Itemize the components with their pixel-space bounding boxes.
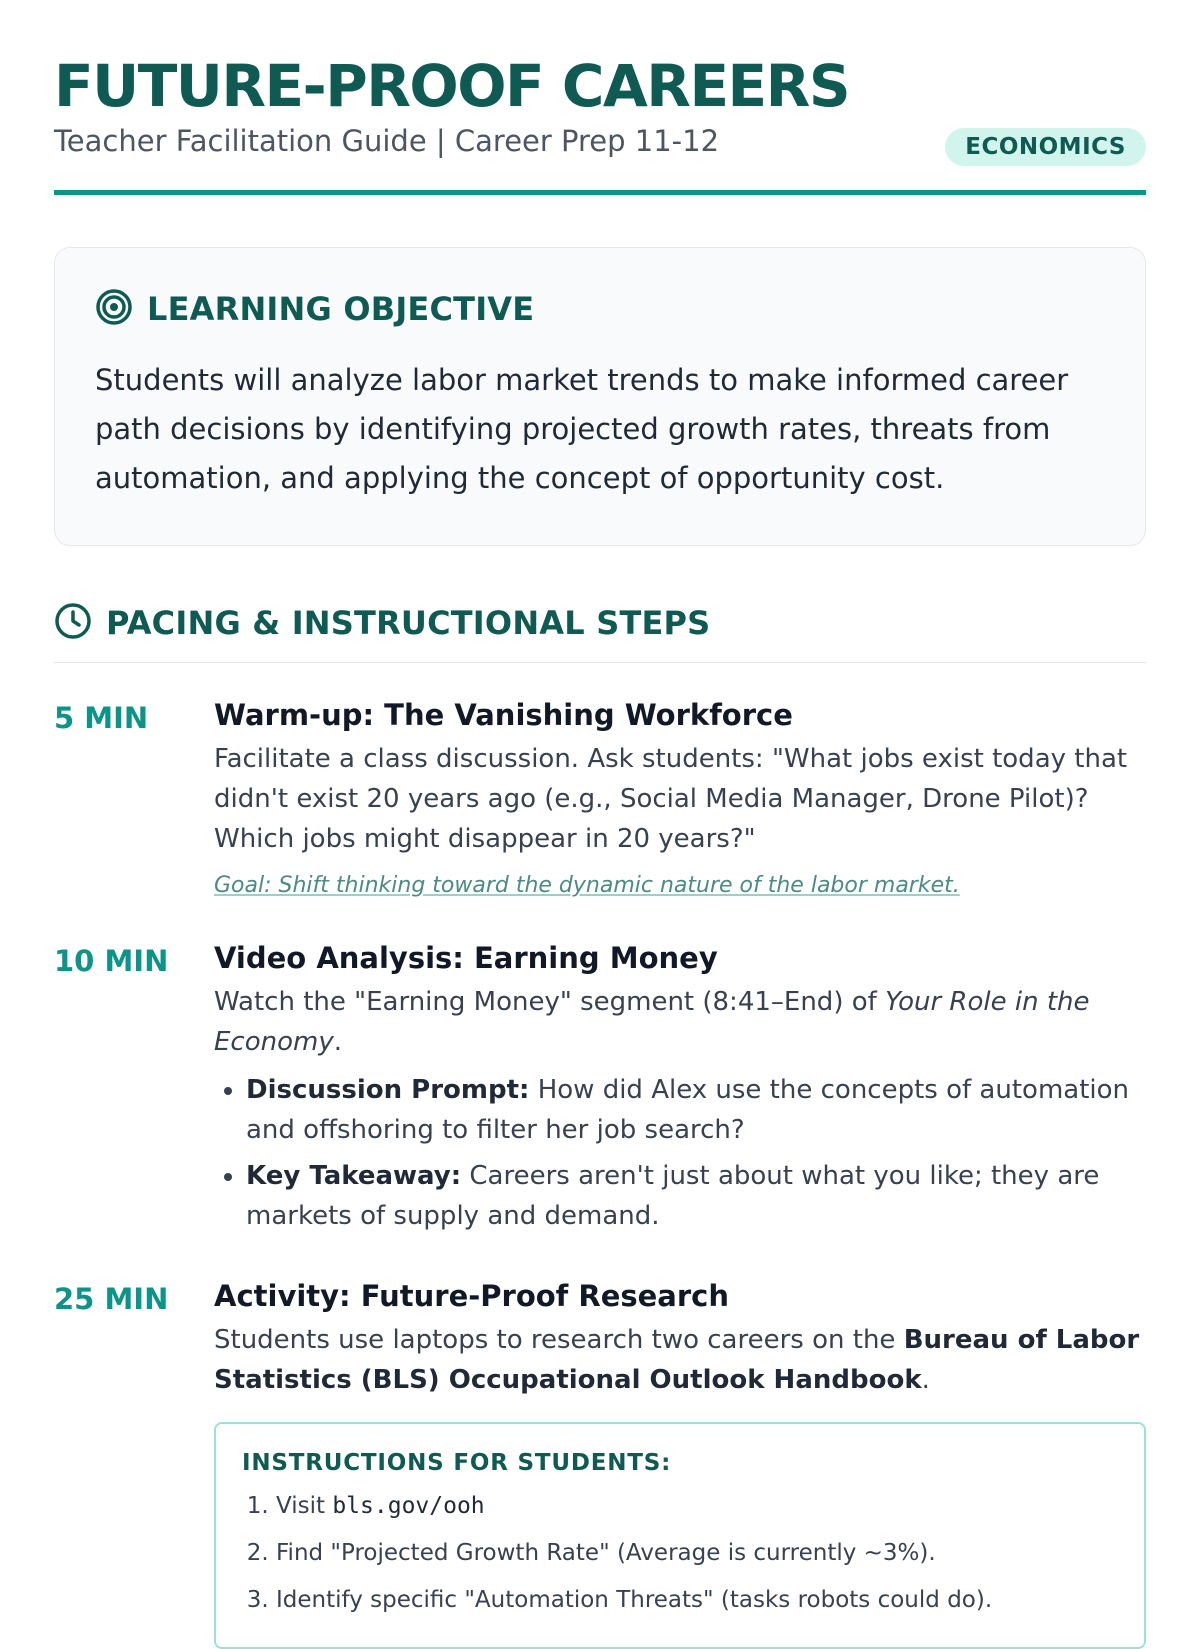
step-title: Warm-up: The Vanishing Workforce bbox=[214, 698, 793, 732]
step-goal: Goal: Shift thinking toward the dynamic nature of the labor market. bbox=[214, 873, 960, 898]
bls-handbook-name: Bureau of Labor Statistics (BLS) Occupational Outlook Handbook bbox=[214, 1325, 1140, 1395]
instruction-item: 2. Find "Projected Growth Rate" (Average is currently ~3%). bbox=[276, 1533, 1118, 1574]
instructions-heading: INSTRUCTIONS FOR STUDENTS: bbox=[242, 1450, 672, 1476]
instruction-item bbox=[276, 1486, 1118, 1527]
step-body bbox=[214, 938, 1146, 1242]
instructions-list bbox=[242, 1486, 1118, 1621]
student-instructions-box bbox=[214, 1422, 1146, 1649]
step-text-lead: Watch the "Earning Money" segment (8:41–End) of bbox=[214, 987, 886, 1017]
target-icon bbox=[95, 288, 133, 330]
bls-url: bls.gov/ooh bbox=[332, 1493, 485, 1519]
bullet-label: Key Takeaway: bbox=[246, 1161, 462, 1191]
instruction-item: 3. Identify specific "Automation Threats" (tasks robots could do). bbox=[276, 1580, 1118, 1621]
step-title: Activity: Future-Proof Research bbox=[214, 1279, 730, 1313]
step-time: 10 MIN bbox=[54, 944, 169, 978]
step-title: Video Analysis: Earning Money bbox=[214, 941, 718, 975]
step-text-lead: Students use laptops to research two careers on the bbox=[214, 1325, 904, 1355]
step-text bbox=[214, 1320, 1146, 1400]
step-text-end: . bbox=[333, 1027, 342, 1057]
step-text: Facilitate a class discussion. Ask students: "What jobs exist today that didn't exist 20 years ago (e.g., Social Media Manager, Drone Pilot)? Which jobs might disappear in 20 years?" bbox=[214, 744, 1128, 854]
objective-heading-row bbox=[95, 288, 1105, 330]
step-time: 5 MIN bbox=[54, 701, 149, 735]
page-subtitle: Teacher Facilitation Guide | Career Prep 11-12 bbox=[54, 124, 720, 158]
step-time: 25 MIN bbox=[54, 1282, 169, 1316]
step-warm-up bbox=[54, 695, 1146, 898]
step-video-analysis bbox=[54, 938, 1146, 1242]
pacing-heading-row bbox=[54, 602, 1146, 663]
header-divider bbox=[54, 190, 1146, 195]
subject-badge: ECONOMICS bbox=[945, 128, 1146, 166]
bullet-label: Discussion Prompt: bbox=[246, 1075, 530, 1105]
clock-icon bbox=[54, 602, 92, 644]
step-text bbox=[214, 982, 1146, 1062]
learning-objective-card bbox=[54, 247, 1146, 546]
step-text-end: . bbox=[921, 1365, 930, 1395]
page-title: FUTURE-PROOF CAREERS bbox=[54, 52, 850, 120]
video-title: Your Role in the Economy bbox=[214, 987, 1090, 1057]
bullet-key-takeaway bbox=[246, 1156, 1146, 1236]
bullet-discussion-prompt bbox=[246, 1070, 1146, 1150]
objective-text: Students will analyze labor market trends to make informed career path decisions by identifying projected growth rates, threats from automation, and applying the concept of opportunity cost. bbox=[95, 363, 1069, 495]
instruction-text: Visit bbox=[276, 1493, 333, 1519]
step-body bbox=[214, 1276, 1146, 1649]
pacing-heading: PACING & INSTRUCTIONAL STEPS bbox=[106, 604, 711, 642]
bullet-text: Careers aren't just about what you like; they are markets of supply and demand. bbox=[246, 1161, 1100, 1231]
step-bullets bbox=[214, 1070, 1146, 1236]
step-body bbox=[214, 695, 1146, 898]
bullet-text: How did Alex use the concepts of automation and offshoring to filter her job search? bbox=[246, 1075, 1130, 1145]
step-research-activity bbox=[54, 1276, 1146, 1649]
objective-heading: LEARNING OBJECTIVE bbox=[147, 290, 535, 328]
page-header bbox=[54, 0, 1146, 195]
